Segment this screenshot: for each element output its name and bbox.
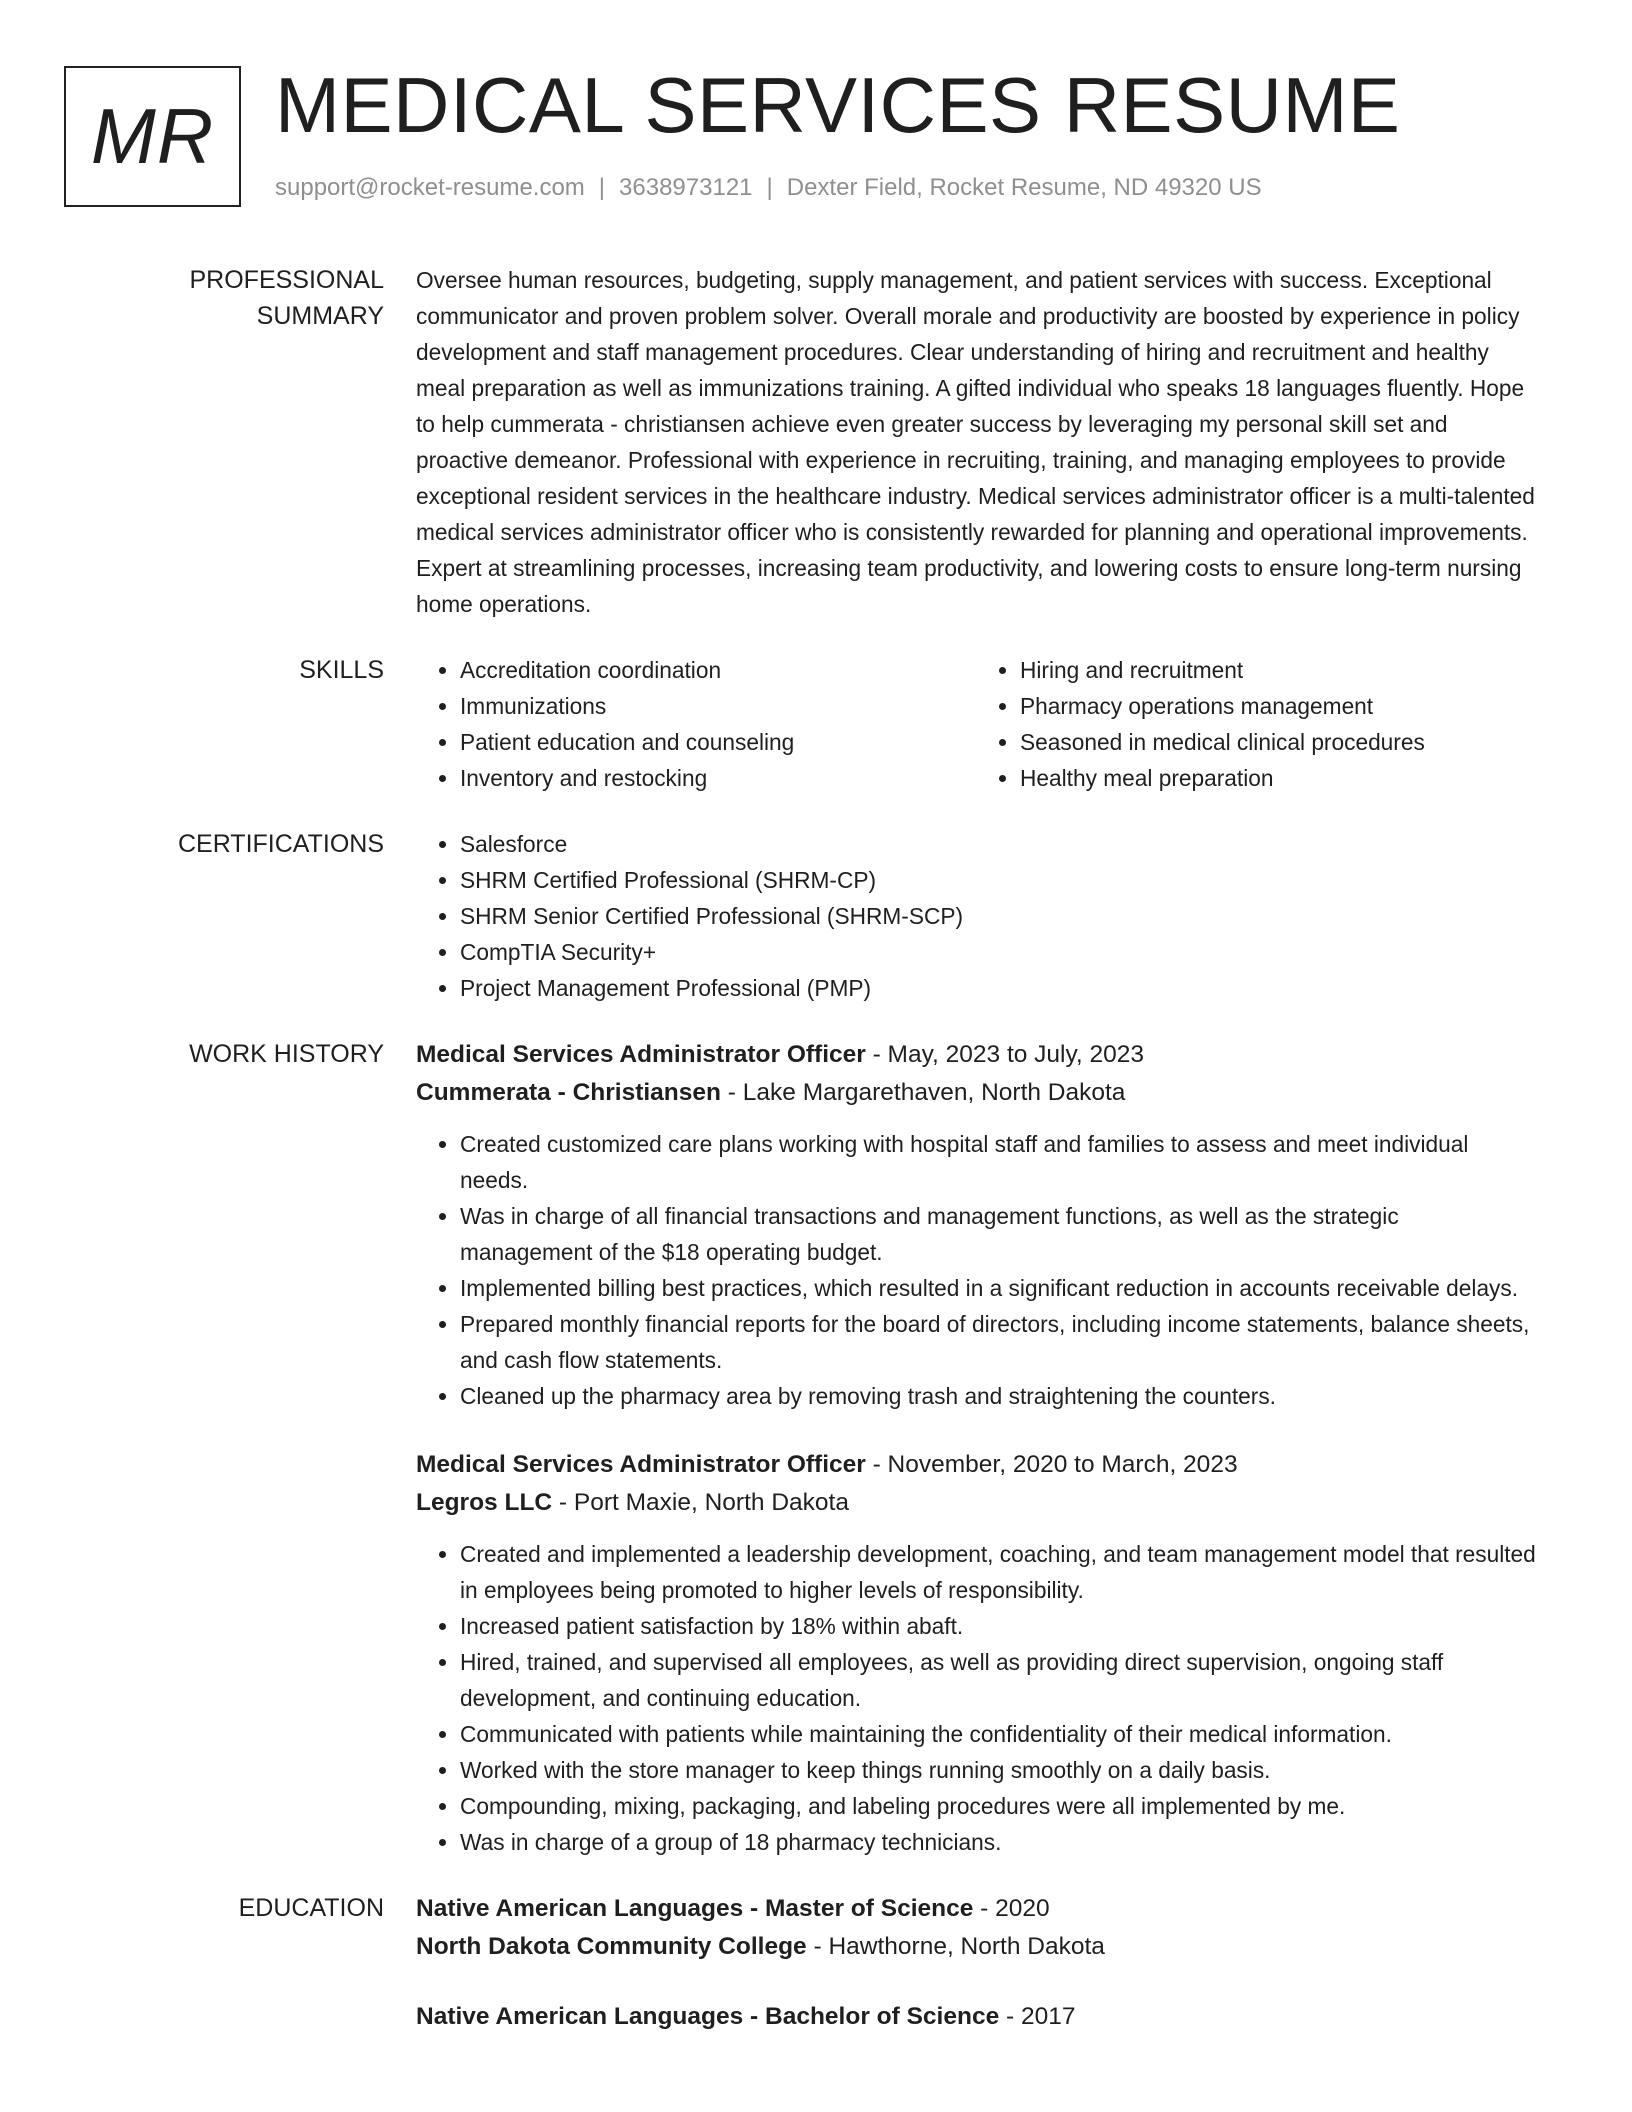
contact-phone: 3638973121 <box>619 174 753 201</box>
section-title: WORK HISTORY <box>189 1040 384 1068</box>
certifications-list <box>416 826 1536 1006</box>
list-item: • Cleaned up the pharmacy area by removing trash and straightening the counters. <box>460 1378 1536 1414</box>
section-title: PROFESSIONAL SUMMARY <box>189 266 384 330</box>
education-degree-line <box>416 1890 1536 1928</box>
list-item: • Communicated with patients while maintaining the confidentiality of their medical information. <box>460 1716 1536 1752</box>
summary-section <box>64 262 1568 622</box>
list-item: • Created customized care plans working with hospital staff and families to assess and meet individual needs. <box>460 1126 1536 1198</box>
certifications-section <box>64 826 1568 1006</box>
list-item: • Immunizations <box>460 688 976 724</box>
resume-title: MEDICAL SERVICES RESUME <box>275 61 1401 149</box>
job-bullets <box>416 1536 1536 1860</box>
education-year: - 2017 <box>999 2003 1076 2030</box>
job-dates: - May, 2023 to July, 2023 <box>865 1041 1145 1068</box>
list-item: • Healthy meal preparation <box>1020 760 1536 796</box>
job-location: - Lake Margarethaven, North Dakota <box>720 1079 1126 1106</box>
job-company-line <box>416 1074 1536 1112</box>
contact-line <box>275 174 1262 202</box>
skills-section <box>64 652 1568 796</box>
job-company-line <box>416 1484 1536 1522</box>
summary-text: Oversee human resources, budgeting, supply management, and patient services with success. Exceptional communicator and proven problem solver. Overall morale and productivity are boosted by experience in policy development and staff management procedures. Clear understanding of hiring and recruitment and healthy meal preparation as well as immunizations training. A gifted individual who speaks 18 languages fluently. Hope to help cummerata - christiansen achieve even greater success by leveraging my personal skill set and proactive demeanor. Professional with experience in recruiting, training, and managing employees to provide exceptional resident services in the healthcare industry. Medical services administrator officer is a multi-talented medical services administrator officer who is consistently rewarded for planning and operational improvements. Expert at streamlining processes, increasing team productivity, and lowering costs to ensure long-term nursing home operations. <box>416 267 1535 617</box>
list-item: • Was in charge of all financial transactions and management functions, as well as the strategic management of the $18 operating budget. <box>460 1198 1536 1270</box>
education-degree-line <box>416 1998 1536 2036</box>
education-degree: Native American Languages - Bachelor of Science <box>416 2003 1000 2030</box>
job-role-line <box>416 1446 1536 1484</box>
list-item: • Accreditation coordination <box>460 652 976 688</box>
list-item: • SHRM Senior Certified Professional (SHRM-SCP) <box>460 898 1536 934</box>
education-entry <box>416 1890 1536 1966</box>
contact-email: support@rocket-resume.com <box>275 174 585 201</box>
work-history-section <box>64 1036 1568 1860</box>
list-item: • Pharmacy operations management <box>1020 688 1536 724</box>
job-entry <box>416 1446 1536 1860</box>
list-item: • CompTIA Security+ <box>460 934 1536 970</box>
list-item: • Increased patient satisfaction by 18% within abaft. <box>460 1608 1536 1644</box>
job-role-line <box>416 1036 1536 1074</box>
list-item: • Salesforce <box>460 826 1536 862</box>
job-entry <box>416 1036 1536 1414</box>
education-school: North Dakota Community College <box>416 1933 807 1960</box>
job-company: Cummerata - Christiansen <box>416 1079 721 1106</box>
list-item: • Prepared monthly financial reports for the board of directors, including income statements, balance sheets, and cash flow statements. <box>460 1306 1536 1378</box>
list-item: • Worked with the store manager to keep things running smoothly on a daily basis. <box>460 1752 1536 1788</box>
list-item: • Implemented billing best practices, which resulted in a significant reduction in accounts receivable delays. <box>460 1270 1536 1306</box>
job-role: Medical Services Administrator Officer <box>416 1041 866 1068</box>
education-entry <box>416 1998 1536 2036</box>
job-location: - Port Maxie, North Dakota <box>552 1489 849 1516</box>
list-item: • SHRM Certified Professional (SHRM-CP) <box>460 862 1536 898</box>
skills-list-left <box>416 652 976 796</box>
job-company: Legros LLC <box>416 1489 553 1516</box>
section-title: EDUCATION <box>238 1894 384 1922</box>
resume-body <box>64 262 1568 2066</box>
list-item: • Hired, trained, and supervised all employees, as well as providing direct supervision, ongoing staff development, and continuing education. <box>460 1644 1536 1716</box>
education-year: - 2020 <box>973 1895 1050 1922</box>
section-title: CERTIFICATIONS <box>177 830 384 858</box>
job-role: Medical Services Administrator Officer <box>416 1451 866 1478</box>
list-item: • Patient education and counseling <box>460 724 976 760</box>
list-item: • Project Management Professional (PMP) <box>460 970 1536 1006</box>
education-section <box>64 1890 1568 2036</box>
education-degree: Native American Languages - Master of Science <box>416 1895 974 1922</box>
education-location: - Hawthorne, North Dakota <box>806 1933 1105 1960</box>
contact-separator: | <box>766 174 773 201</box>
section-title: SKILLS <box>299 656 384 684</box>
job-bullets <box>416 1126 1536 1414</box>
contact-separator: | <box>598 174 606 201</box>
list-item: • Hiring and recruitment <box>1020 652 1536 688</box>
contact-address: Dexter Field, Rocket Resume, ND 49320 US <box>786 174 1262 201</box>
list-item: • Seasoned in medical clinical procedures <box>1020 724 1536 760</box>
education-school-line <box>416 1928 1536 1966</box>
list-item: • Inventory and restocking <box>460 760 976 796</box>
resume-header <box>64 61 1568 211</box>
monogram-logo: MR <box>64 66 241 207</box>
list-item: • Created and implemented a leadership development, coaching, and team management model that resulted in employees being promoted to higher levels of responsibility. <box>460 1536 1536 1608</box>
job-dates: - November, 2020 to March, 2023 <box>865 1451 1238 1478</box>
list-item: • Compounding, mixing, packaging, and labeling procedures were all implemented by me. <box>460 1788 1536 1824</box>
list-item: • Was in charge of a group of 18 pharmacy technicians. <box>460 1824 1536 1860</box>
skills-list-right <box>976 652 1536 796</box>
